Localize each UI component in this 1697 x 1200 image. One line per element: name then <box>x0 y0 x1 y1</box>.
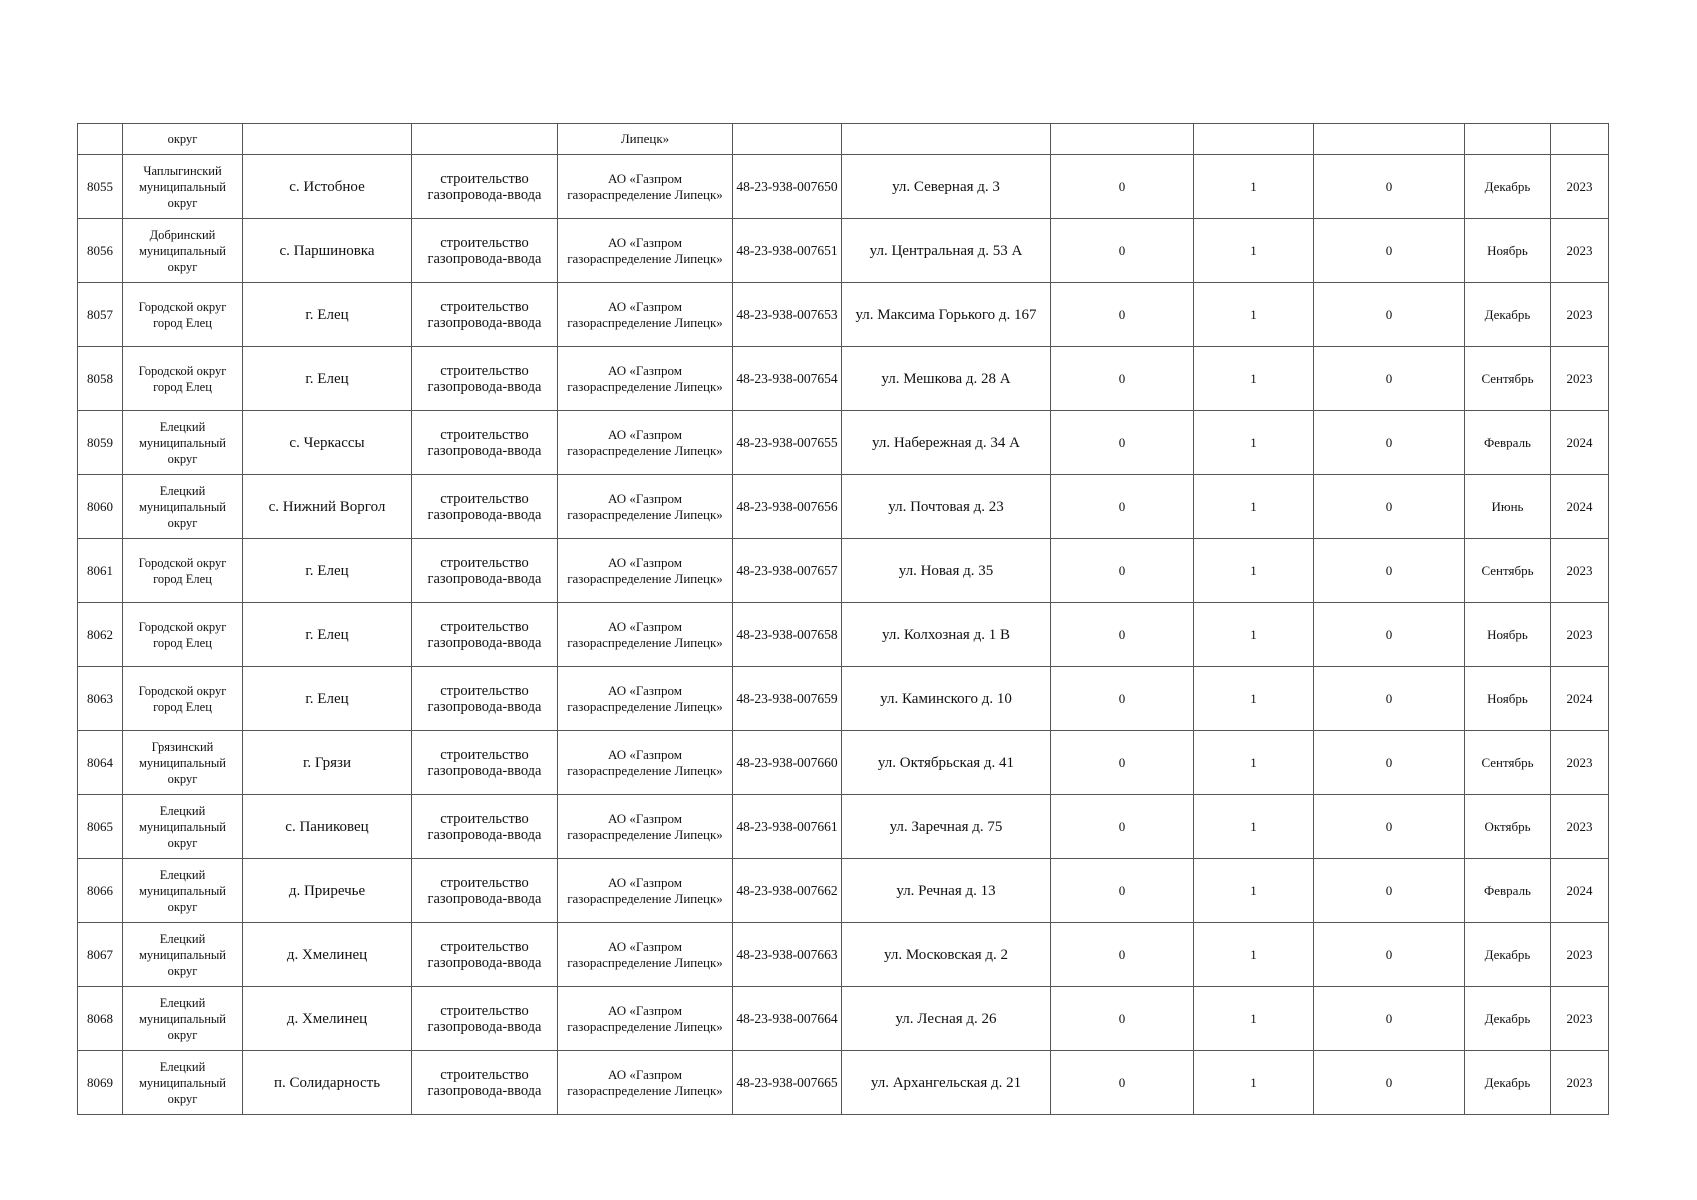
cell-number: 8069 <box>78 1051 123 1115</box>
cell-locality: г. Елец <box>243 603 412 667</box>
cell-code: 48-23-938-007664 <box>733 987 842 1051</box>
cell-value-c: 0 <box>1314 219 1465 283</box>
cell-organization: АО «Газпром газораспределение Липецк» <box>558 667 733 731</box>
cell-code: 48-23-938-007653 <box>733 283 842 347</box>
cell-year: 2024 <box>1551 859 1609 923</box>
cell-year: 2023 <box>1551 539 1609 603</box>
cell-code: 48-23-938-007660 <box>733 731 842 795</box>
cell-value-b: 1 <box>1194 859 1314 923</box>
cell-year: 2023 <box>1551 219 1609 283</box>
cell-value-a: 0 <box>1051 603 1194 667</box>
cell-organization: АО «Газпром газораспределение Липецк» <box>558 923 733 987</box>
cell-value-a: 0 <box>1051 795 1194 859</box>
cell-organization: АО «Газпром газораспределение Липецк» <box>558 475 733 539</box>
cell-work-type: строительство газопровода-ввода <box>412 923 558 987</box>
cell-locality: с. Черкассы <box>243 411 412 475</box>
cell-month: Декабрь <box>1465 923 1551 987</box>
cell-locality: п. Солидарность <box>243 1051 412 1115</box>
cell-month: Июнь <box>1465 475 1551 539</box>
cell-value-a: 0 <box>1051 219 1194 283</box>
cell-value-b: 1 <box>1194 1051 1314 1115</box>
cell-municipality: Грязинский муниципальный округ <box>123 731 243 795</box>
cell-code: 48-23-938-007657 <box>733 539 842 603</box>
cell-number: 8066 <box>78 859 123 923</box>
cell-code: 48-23-938-007650 <box>733 155 842 219</box>
cell-organization: АО «Газпром газораспределение Липецк» <box>558 283 733 347</box>
cell-number: 8064 <box>78 731 123 795</box>
cell-value-c: 0 <box>1314 859 1465 923</box>
cell-municipality: Городской округ город Елец <box>123 603 243 667</box>
cell-municipality: Городской округ город Елец <box>123 667 243 731</box>
cell-municipality: Елецкий муниципальный округ <box>123 987 243 1051</box>
cell-code: 48-23-938-007654 <box>733 347 842 411</box>
cell-address: ул. Максима Горького д. 167 <box>842 283 1051 347</box>
cell-address: ул. Речная д. 13 <box>842 859 1051 923</box>
cell-address: ул. Почтовая д. 23 <box>842 475 1051 539</box>
cell-month: Сентябрь <box>1465 731 1551 795</box>
cell-address: ул. Центральная д. 53 А <box>842 219 1051 283</box>
cell-municipality: Елецкий муниципальный округ <box>123 795 243 859</box>
table-row <box>78 667 1609 731</box>
cell-value-a: 0 <box>1051 155 1194 219</box>
cell-number: 8057 <box>78 283 123 347</box>
cell-locality: с. Нижний Воргол <box>243 475 412 539</box>
cell-organization: АО «Газпром газораспределение Липецк» <box>558 1051 733 1115</box>
cell-locality: д. Хмелинец <box>243 923 412 987</box>
cell-value-c <box>1314 124 1465 155</box>
cell-locality: г. Грязи <box>243 731 412 795</box>
cell-value-b: 1 <box>1194 731 1314 795</box>
table-row <box>78 923 1609 987</box>
cell-address: ул. Лесная д. 26 <box>842 987 1051 1051</box>
cell-address: ул. Каминского д. 10 <box>842 667 1051 731</box>
cell-value-c: 0 <box>1314 347 1465 411</box>
cell-work-type: строительство газопровода-ввода <box>412 411 558 475</box>
cell-number: 8068 <box>78 987 123 1051</box>
cell-work-type: строительство газопровода-ввода <box>412 731 558 795</box>
cell-code: 48-23-938-007655 <box>733 411 842 475</box>
cell-work-type: строительство газопровода-ввода <box>412 667 558 731</box>
table-row <box>78 731 1609 795</box>
cell-number: 8063 <box>78 667 123 731</box>
cell-address: ул. Московская д. 2 <box>842 923 1051 987</box>
cell-month: Декабрь <box>1465 1051 1551 1115</box>
cell-year: 2023 <box>1551 347 1609 411</box>
cell-work-type: строительство газопровода-ввода <box>412 475 558 539</box>
cell-value-b: 1 <box>1194 987 1314 1051</box>
cell-number: 8065 <box>78 795 123 859</box>
cell-municipality: Елецкий муниципальный округ <box>123 475 243 539</box>
cell-value-c: 0 <box>1314 731 1465 795</box>
cell-value-c: 0 <box>1314 987 1465 1051</box>
table-row <box>78 155 1609 219</box>
cell-value-b: 1 <box>1194 923 1314 987</box>
table-row <box>78 347 1609 411</box>
cell-work-type: строительство газопровода-ввода <box>412 859 558 923</box>
table-row <box>78 795 1609 859</box>
cell-value-b: 1 <box>1194 347 1314 411</box>
cell-value-c: 0 <box>1314 923 1465 987</box>
cell-municipality: Елецкий муниципальный округ <box>123 1051 243 1115</box>
cell-month: Ноябрь <box>1465 219 1551 283</box>
cell-value-b: 1 <box>1194 667 1314 731</box>
cell-code <box>733 124 842 155</box>
cell-month: Ноябрь <box>1465 667 1551 731</box>
cell-value-b: 1 <box>1194 603 1314 667</box>
cell-work-type: строительство газопровода-ввода <box>412 795 558 859</box>
cell-organization: АО «Газпром газораспределение Липецк» <box>558 219 733 283</box>
cell-address: ул. Октябрьская д. 41 <box>842 731 1051 795</box>
cell-number <box>78 124 123 155</box>
cell-month: Декабрь <box>1465 987 1551 1051</box>
cell-locality: д. Приречье <box>243 859 412 923</box>
cell-code: 48-23-938-007662 <box>733 859 842 923</box>
cell-address <box>842 124 1051 155</box>
table-row <box>78 1051 1609 1115</box>
cell-work-type: строительство газопровода-ввода <box>412 219 558 283</box>
cell-month: Сентябрь <box>1465 539 1551 603</box>
cell-month: Сентябрь <box>1465 347 1551 411</box>
cell-value-a: 0 <box>1051 539 1194 603</box>
cell-number: 8055 <box>78 155 123 219</box>
cell-locality: г. Елец <box>243 667 412 731</box>
cell-year: 2023 <box>1551 1051 1609 1115</box>
cell-year <box>1551 124 1609 155</box>
table-row <box>78 859 1609 923</box>
cell-month: Декабрь <box>1465 283 1551 347</box>
cell-code: 48-23-938-007661 <box>733 795 842 859</box>
cell-code: 48-23-938-007651 <box>733 219 842 283</box>
cell-locality: г. Елец <box>243 539 412 603</box>
table-body <box>78 124 1609 1115</box>
cell-number: 8067 <box>78 923 123 987</box>
cell-address: ул. Новая д. 35 <box>842 539 1051 603</box>
cell-organization: АО «Газпром газораспределение Липецк» <box>558 859 733 923</box>
cell-value-a: 0 <box>1051 475 1194 539</box>
cell-work-type: строительство газопровода-ввода <box>412 1051 558 1115</box>
cell-code: 48-23-938-007663 <box>733 923 842 987</box>
continuation-row <box>78 124 1609 155</box>
cell-value-c: 0 <box>1314 1051 1465 1115</box>
cell-month: Февраль <box>1465 411 1551 475</box>
cell-municipality: округ <box>123 124 243 155</box>
cell-work-type <box>412 124 558 155</box>
cell-locality: с. Паршиновка <box>243 219 412 283</box>
table-row <box>78 539 1609 603</box>
cell-value-c: 0 <box>1314 283 1465 347</box>
cell-municipality: Добринский муниципальный округ <box>123 219 243 283</box>
cell-year: 2023 <box>1551 731 1609 795</box>
table-row <box>78 411 1609 475</box>
cell-locality <box>243 124 412 155</box>
cell-organization: Липецк» <box>558 124 733 155</box>
cell-locality: г. Елец <box>243 283 412 347</box>
cell-value-b: 1 <box>1194 411 1314 475</box>
cell-year: 2024 <box>1551 411 1609 475</box>
cell-work-type: строительство газопровода-ввода <box>412 347 558 411</box>
table-row <box>78 603 1609 667</box>
cell-month: Октябрь <box>1465 795 1551 859</box>
cell-month <box>1465 124 1551 155</box>
cell-number: 8060 <box>78 475 123 539</box>
cell-municipality: Городской округ город Елец <box>123 539 243 603</box>
cell-work-type: строительство газопровода-ввода <box>412 155 558 219</box>
cell-value-a: 0 <box>1051 1051 1194 1115</box>
cell-year: 2023 <box>1551 987 1609 1051</box>
cell-value-c: 0 <box>1314 667 1465 731</box>
cell-value-c: 0 <box>1314 603 1465 667</box>
cell-municipality: Чаплыгинский муниципальный округ <box>123 155 243 219</box>
cell-locality: д. Хмелинец <box>243 987 412 1051</box>
cell-municipality: Елецкий муниципальный округ <box>123 923 243 987</box>
cell-value-b: 1 <box>1194 475 1314 539</box>
cell-number: 8061 <box>78 539 123 603</box>
cell-code: 48-23-938-007656 <box>733 475 842 539</box>
cell-value-a: 0 <box>1051 923 1194 987</box>
cell-value-b: 1 <box>1194 219 1314 283</box>
cell-value-c: 0 <box>1314 539 1465 603</box>
cell-year: 2024 <box>1551 667 1609 731</box>
cell-value-a: 0 <box>1051 283 1194 347</box>
cell-code: 48-23-938-007659 <box>733 667 842 731</box>
cell-municipality: Елецкий муниципальный округ <box>123 411 243 475</box>
cell-value-a: 0 <box>1051 731 1194 795</box>
cell-work-type: строительство газопровода-ввода <box>412 539 558 603</box>
table-row <box>78 475 1609 539</box>
cell-value-b: 1 <box>1194 155 1314 219</box>
cell-organization: АО «Газпром газораспределение Липецк» <box>558 539 733 603</box>
cell-value-b: 1 <box>1194 539 1314 603</box>
cell-code: 48-23-938-007665 <box>733 1051 842 1115</box>
cell-year: 2023 <box>1551 283 1609 347</box>
cell-locality: г. Елец <box>243 347 412 411</box>
cell-year: 2024 <box>1551 475 1609 539</box>
cell-organization: АО «Газпром газораспределение Липецк» <box>558 347 733 411</box>
table-row <box>78 987 1609 1051</box>
cell-organization: АО «Газпром газораспределение Липецк» <box>558 411 733 475</box>
cell-work-type: строительство газопровода-ввода <box>412 283 558 347</box>
cell-value-a: 0 <box>1051 347 1194 411</box>
gasification-table <box>77 123 1609 1115</box>
cell-municipality: Городской округ город Елец <box>123 347 243 411</box>
cell-value-b: 1 <box>1194 795 1314 859</box>
cell-month: Декабрь <box>1465 155 1551 219</box>
cell-address: ул. Набережная д. 34 А <box>842 411 1051 475</box>
cell-locality: с. Истобное <box>243 155 412 219</box>
cell-year: 2023 <box>1551 603 1609 667</box>
cell-organization: АО «Газпром газораспределение Липецк» <box>558 731 733 795</box>
cell-year: 2023 <box>1551 923 1609 987</box>
table-row <box>78 219 1609 283</box>
cell-value-a <box>1051 124 1194 155</box>
cell-address: ул. Северная д. 3 <box>842 155 1051 219</box>
cell-value-c: 0 <box>1314 155 1465 219</box>
cell-value-a: 0 <box>1051 411 1194 475</box>
cell-number: 8059 <box>78 411 123 475</box>
cell-locality: с. Паниковец <box>243 795 412 859</box>
cell-municipality: Елецкий муниципальный округ <box>123 859 243 923</box>
cell-number: 8062 <box>78 603 123 667</box>
cell-year: 2023 <box>1551 795 1609 859</box>
cell-municipality: Городской округ город Елец <box>123 283 243 347</box>
cell-address: ул. Заречная д. 75 <box>842 795 1051 859</box>
cell-value-b <box>1194 124 1314 155</box>
cell-address: ул. Колхозная д. 1 В <box>842 603 1051 667</box>
cell-organization: АО «Газпром газораспределение Липецк» <box>558 155 733 219</box>
cell-value-a: 0 <box>1051 987 1194 1051</box>
cell-value-c: 0 <box>1314 795 1465 859</box>
cell-value-c: 0 <box>1314 475 1465 539</box>
cell-organization: АО «Газпром газораспределение Липецк» <box>558 603 733 667</box>
cell-month: Ноябрь <box>1465 603 1551 667</box>
cell-number: 8058 <box>78 347 123 411</box>
cell-work-type: строительство газопровода-ввода <box>412 987 558 1051</box>
cell-value-b: 1 <box>1194 283 1314 347</box>
cell-value-a: 0 <box>1051 859 1194 923</box>
cell-work-type: строительство газопровода-ввода <box>412 603 558 667</box>
cell-month: Февраль <box>1465 859 1551 923</box>
cell-organization: АО «Газпром газораспределение Липецк» <box>558 987 733 1051</box>
cell-address: ул. Архангельская д. 21 <box>842 1051 1051 1115</box>
cell-value-a: 0 <box>1051 667 1194 731</box>
cell-number: 8056 <box>78 219 123 283</box>
cell-address: ул. Мешкова д. 28 А <box>842 347 1051 411</box>
cell-value-c: 0 <box>1314 411 1465 475</box>
cell-organization: АО «Газпром газораспределение Липецк» <box>558 795 733 859</box>
cell-year: 2023 <box>1551 155 1609 219</box>
cell-code: 48-23-938-007658 <box>733 603 842 667</box>
table-row <box>78 283 1609 347</box>
